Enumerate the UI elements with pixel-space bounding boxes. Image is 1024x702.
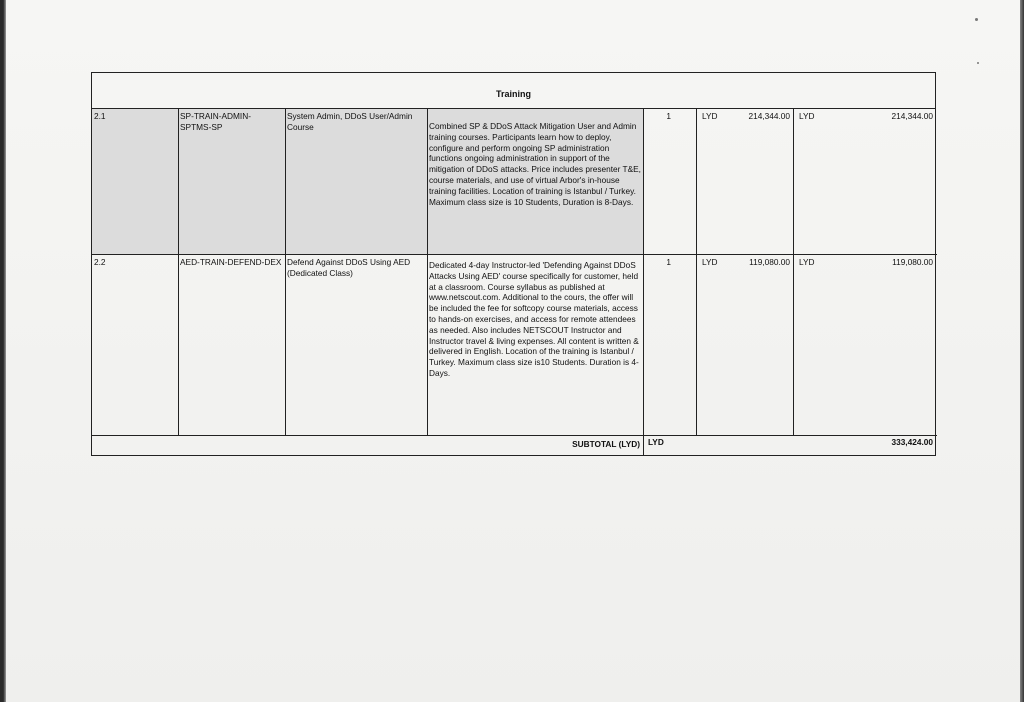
col-divider [793,109,794,435]
row-2-unit-price: 119,080.00 [749,257,790,267]
row-1-unit-currency: LYD [702,111,718,121]
row-1-quantity: 1 [666,111,671,121]
row-2-total-currency: LYD [799,257,815,267]
subtotal-amount: 333,424.00 [891,437,933,447]
col-divider [696,109,697,435]
col-divider [643,109,644,455]
row-2-number: 2.2 [94,257,106,267]
row-2-part-number: AED-TRAIN-DEFEND-DEX [180,257,282,267]
row-divider [92,254,937,255]
row-1-total-currency: LYD [799,111,815,121]
row-2-description: Dedicated 4-day Instructor-led 'Defending Against DDoS Attacks Using AED' course specifically for customer, held at a classroom. Course syllabus as published at www.netscout.com. Additional to the cours, the offer will be included the fee for softcopy course materials, access to hands-on exercises, and access for remote attendees as needed. Also includes NETSCOUT Instructor and Instructor travel & living expenses. All content is written & delivered in English. Location of the training is Istanbul / Turkey. Maximum class size is10 Students. Duration is 4- Days. [429,260,639,378]
col-divider [178,109,179,435]
scan-speck [977,62,979,64]
scan-shadow-right [1020,0,1024,702]
row-1-unit-price: 214,344.00 [748,111,790,121]
row-1-number: 2.1 [94,111,106,121]
row-1-item-name: System Admin, DDoS User/Admin Course [287,111,413,132]
row-2-quantity: 1 [666,257,671,267]
row-1-description: Combined SP & DDoS Attack Mitigation User and Admin training courses. Participants learn how to deploy, configure and perform ongoing SP administration functions ongoing administration in support of the mitigation of DDoS attacks. Price includes presenter T&E, course materials, and use of virtual Arbor's in-house training facilities. Location of training is Istanbul / Turkey. Maximum class size is 10 Students, Duration is 8-Days. [429,121,641,207]
row-1-total-price: 214,344.00 [891,111,933,121]
row-2-total-price: 119,080.00 [892,257,933,267]
section-title: Training [495,89,531,99]
row-1-part-number: SP-TRAIN-ADMIN-SPTMS-SP [180,111,251,132]
row-2-unit-currency: LYD [702,257,718,267]
training-table [91,72,936,456]
row-divider [92,435,937,436]
subtotal-label: SUBTOTAL (LYD) [572,439,640,449]
table-title-row [92,73,935,109]
row-2-item-name: Defend Against DDoS Using AED (Dedicated Class) [287,257,411,278]
scan-speck [975,18,978,21]
col-divider [285,109,286,435]
col-divider [427,109,428,435]
scan-shadow-left [0,0,6,702]
subtotal-currency: LYD [648,437,664,447]
